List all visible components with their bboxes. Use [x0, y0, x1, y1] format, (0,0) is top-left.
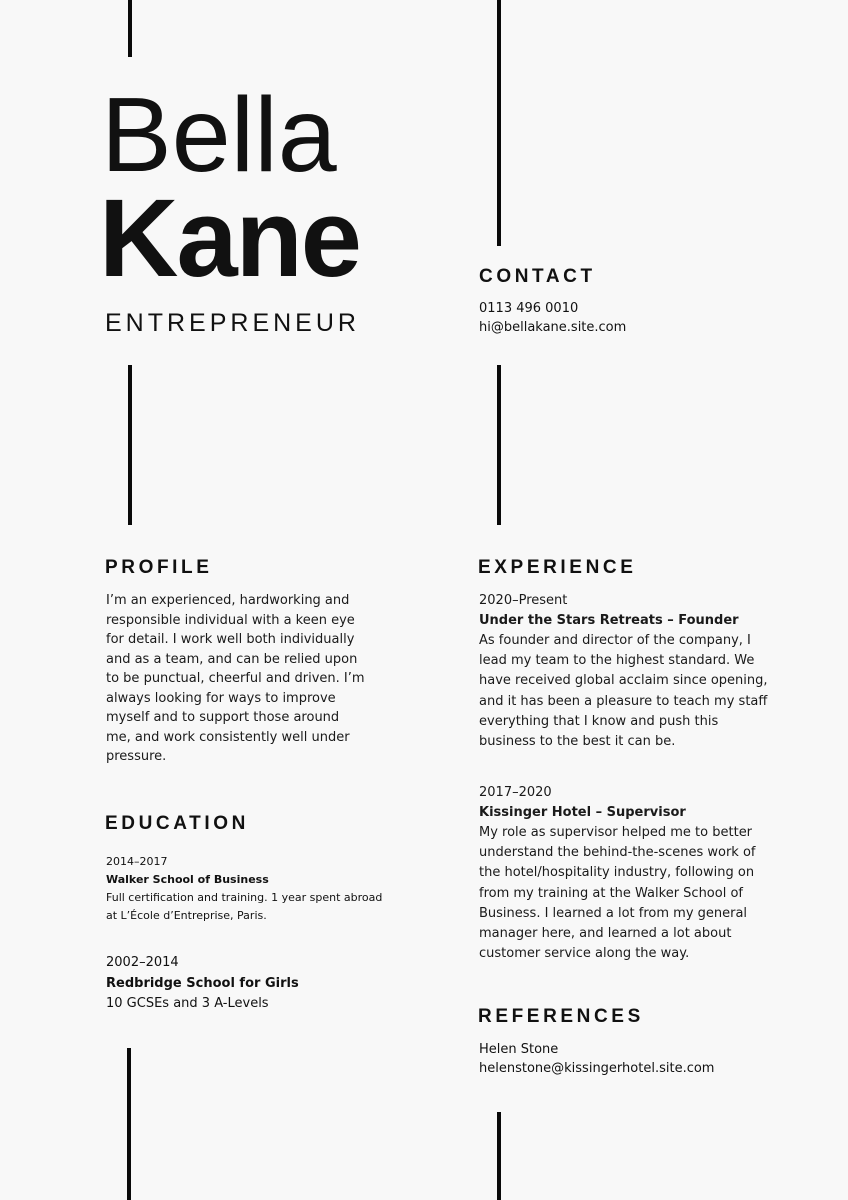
contact-section	[479, 299, 626, 337]
education-item	[106, 853, 396, 925]
education-detail: Full certification and training. 1 year spent abroad at L’École d’Entreprise, Paris.	[106, 891, 383, 922]
profile-text: I’m an experienced, hardworking and responsible individual with a keen eye for detail. I work well both individually and as a team, and can be relied upon to be punctual, cheerful and driven. I’m always looking for ways to improve myself and to support those around me, and work consistently well under pressure.	[106, 593, 365, 764]
profile-heading: PROFILE	[105, 557, 213, 578]
experience-dates: 2017–2020	[479, 785, 552, 800]
references-section	[479, 1040, 714, 1078]
education-school: Walker School of Business	[106, 873, 269, 886]
contact-email: hi@bellakane.site.com	[479, 320, 627, 335]
divider-rule-left-bottom	[127, 1048, 131, 1200]
experience-role: Kissinger Hotel – Supervisor	[479, 805, 686, 820]
references-heading: REFERENCES	[478, 1006, 644, 1027]
last-name: Kane	[99, 177, 360, 300]
first-name: Bella	[101, 76, 337, 194]
experience-dates: 2020–Present	[479, 593, 568, 608]
education-heading: EDUCATION	[105, 813, 249, 834]
education-dates: 2002–2014	[106, 955, 179, 970]
divider-rule-right-bottom	[497, 1112, 501, 1200]
contact-phone: 0113 496 0010	[479, 301, 579, 316]
experience-description: My role as supervisor helped me to better understand the behind-the-scenes work of the hotel/hospitality industry, following on from my training at the Walker School of Business. I learned a lot from my general manager here, and learned a lot about customer service along the way.	[479, 825, 756, 962]
experience-heading: EXPERIENCE	[478, 557, 637, 578]
experience-description: As founder and director of the company, I lead my team to the highest standard. We have received global acclaim since opening, and it has been a pleasure to teach my staff everything that I know and push this business to the best it can be.	[479, 633, 768, 750]
job-title: ENTREPRENEUR	[105, 309, 360, 337]
reference-name: Helen Stone	[479, 1042, 559, 1057]
divider-rule-right-top	[497, 0, 501, 246]
education-detail: 10 GCSEs and 3 A-Levels	[106, 996, 269, 1011]
education-dates: 2014–2017	[106, 855, 168, 868]
education-school: Redbridge School for Girls	[106, 975, 299, 991]
divider-rule-left-middle	[128, 365, 132, 525]
contact-heading: CONTACT	[479, 266, 596, 287]
divider-rule-right-middle	[497, 365, 501, 525]
experience-item	[479, 591, 769, 752]
experience-role: Under the Stars Retreats – Founder	[479, 613, 739, 628]
experience-item	[479, 783, 769, 964]
divider-rule-left-top	[128, 0, 132, 57]
reference-email: helenstone@kissingerhotel.site.com	[479, 1061, 715, 1076]
education-item	[106, 953, 396, 1015]
